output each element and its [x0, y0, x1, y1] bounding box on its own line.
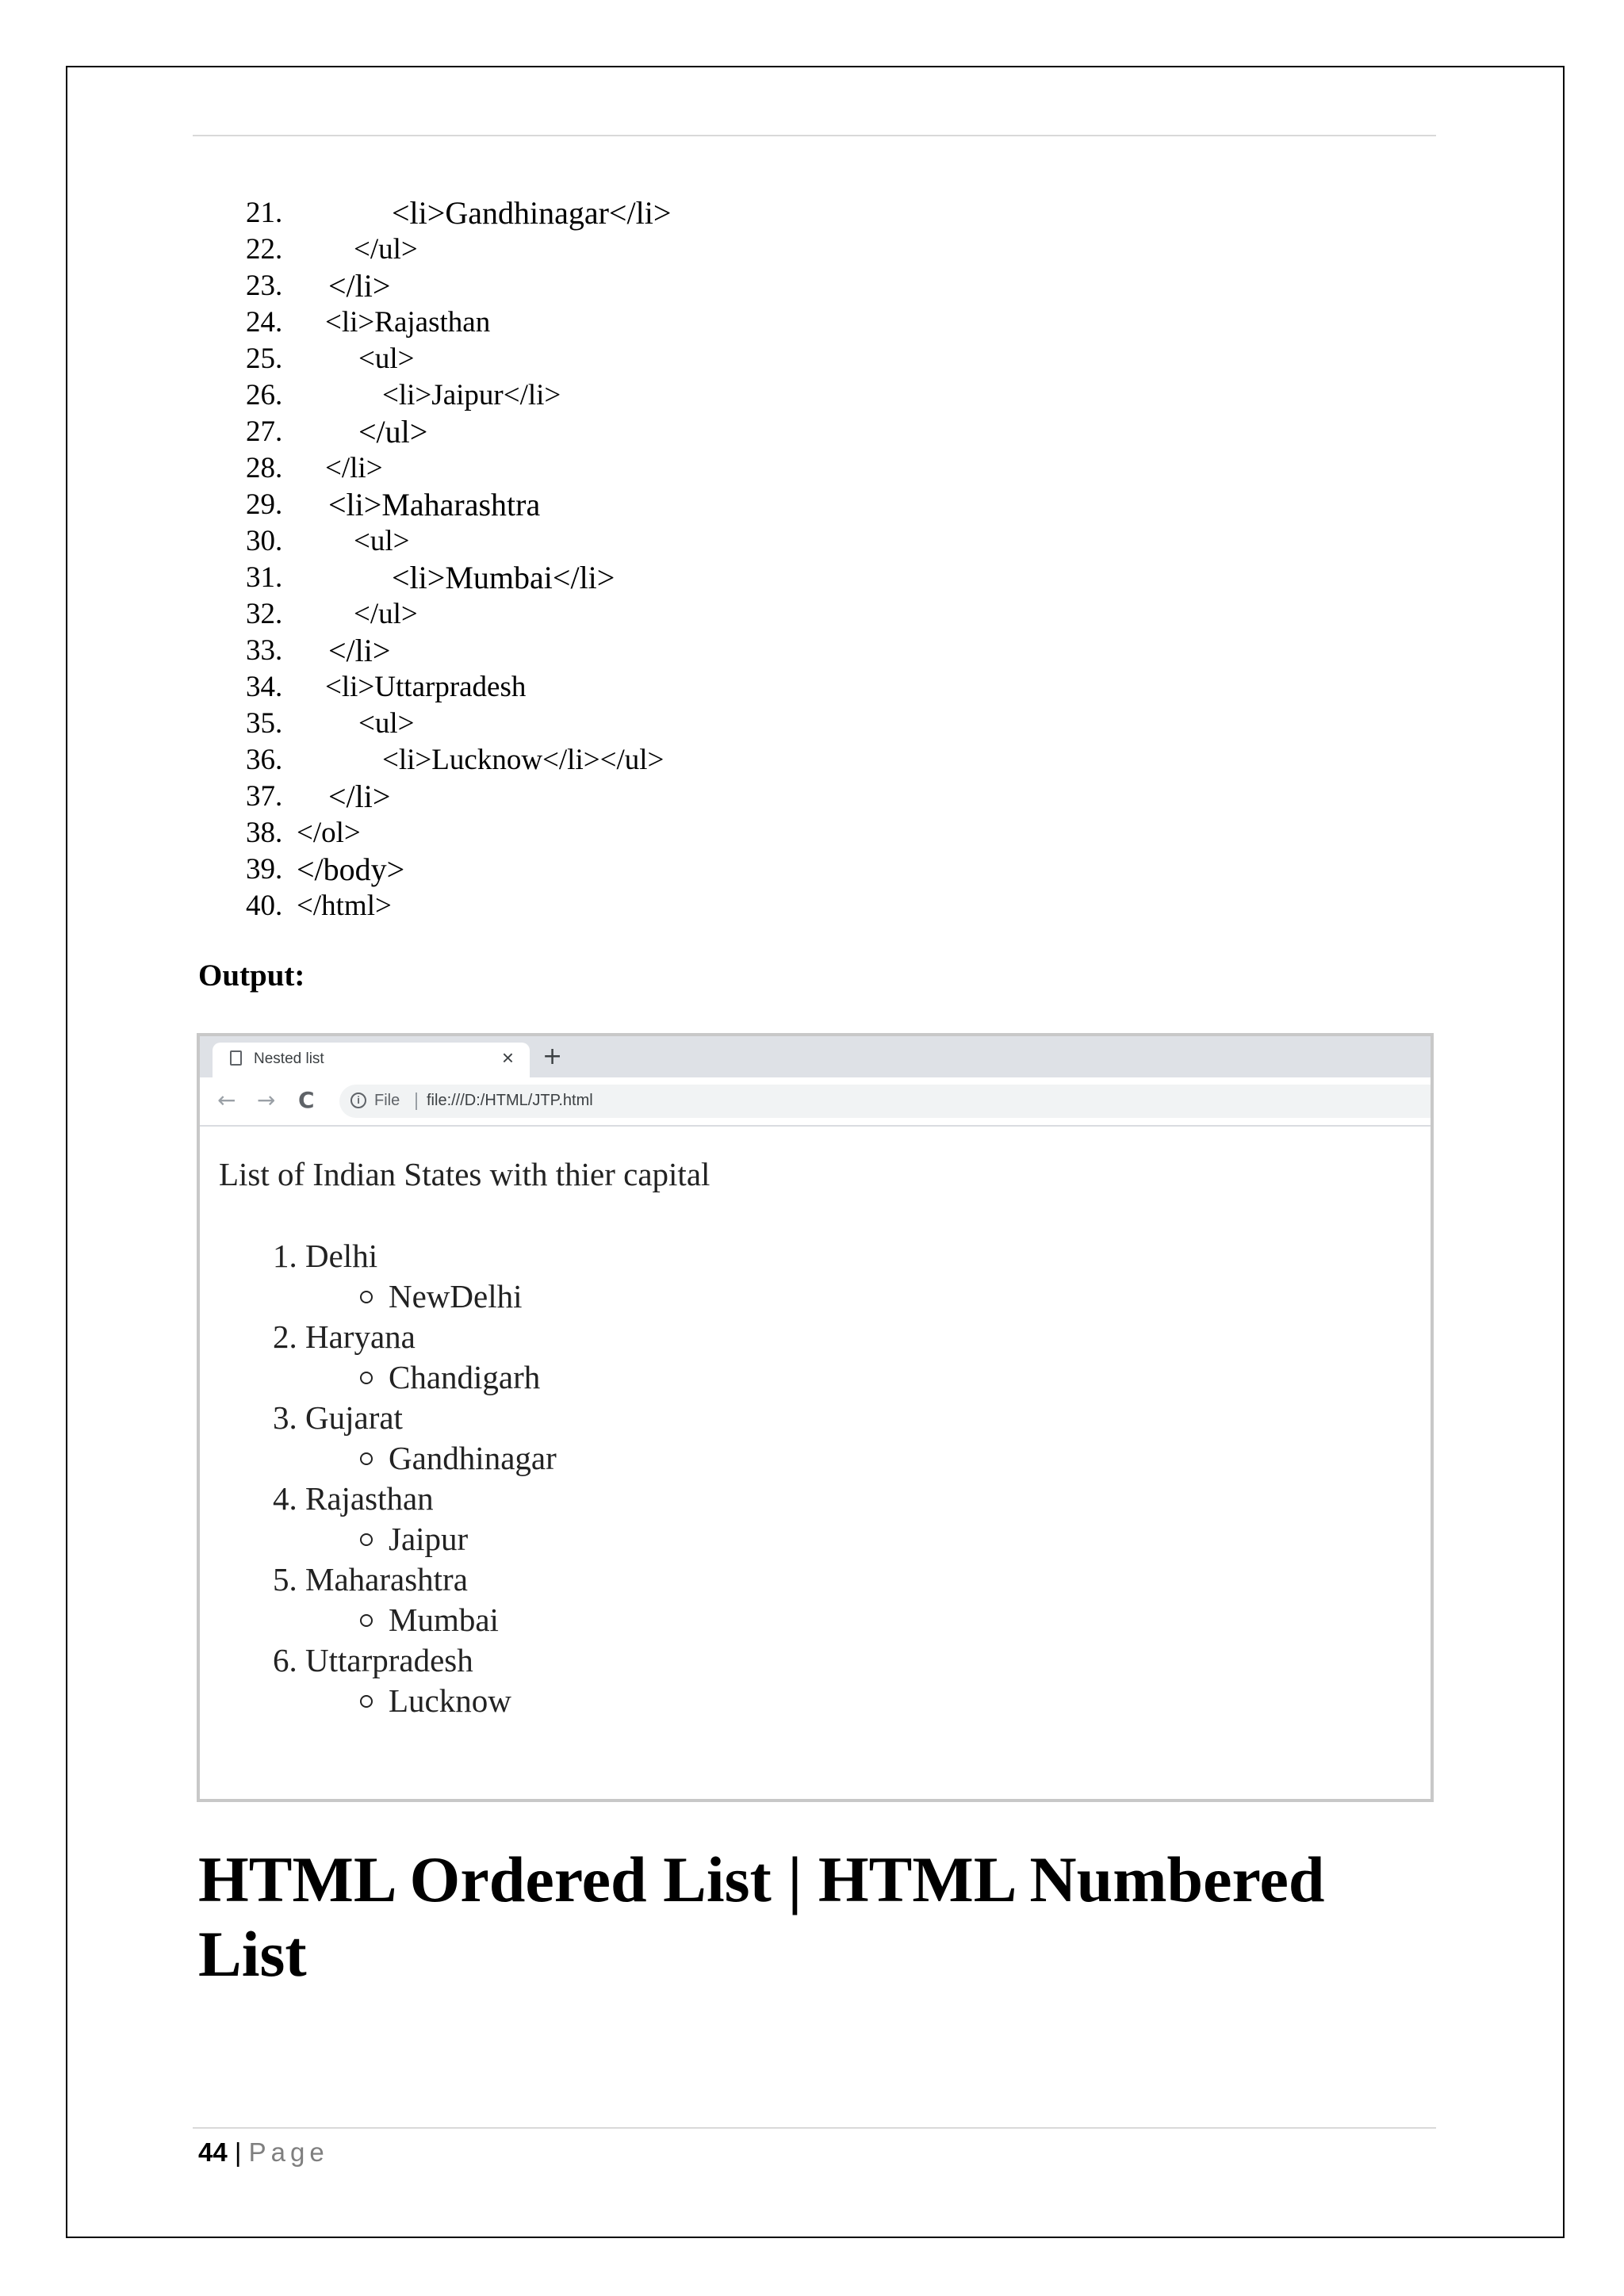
circle-bullet-icon — [360, 1695, 373, 1708]
code-line-text: <ul> — [354, 525, 410, 557]
code-line — [246, 450, 383, 487]
code-line-number: 35. — [246, 707, 283, 740]
header-rule — [193, 135, 1436, 136]
new-tab-icon[interactable]: + — [542, 1043, 563, 1070]
code-line — [246, 888, 392, 924]
url-text[interactable]: file:///D:/HTML/JTP.html — [427, 1092, 593, 1109]
code-line — [246, 706, 415, 742]
page-footer — [198, 2137, 329, 2168]
code-line-number: 31. — [246, 561, 283, 594]
capital-label: Gandhinagar — [389, 1440, 557, 1476]
state-label: 2. Haryana — [273, 1318, 416, 1355]
code-line-text: </body> — [297, 851, 405, 887]
code-line-number: 24. — [246, 306, 283, 339]
code-line-number: 40. — [246, 890, 283, 922]
circle-bullet-icon — [360, 1614, 373, 1627]
circle-bullet-icon — [360, 1372, 373, 1384]
code-line — [246, 596, 418, 633]
code-line — [246, 669, 527, 706]
address-bar[interactable] — [339, 1085, 1431, 1118]
code-line — [246, 523, 410, 560]
code-line-text: </li> — [328, 779, 391, 814]
page-label: Page — [248, 2137, 329, 2167]
code-line — [246, 195, 672, 232]
code-line-text: </html> — [297, 890, 392, 922]
code-line-number: 32. — [246, 598, 283, 630]
output-label: Output: — [198, 959, 305, 993]
info-icon[interactable]: i — [350, 1093, 366, 1108]
code-line-number: 22. — [246, 233, 283, 266]
code-line-text: </ul> — [358, 414, 428, 450]
code-line-text: </ul> — [354, 233, 418, 266]
code-line-number: 36. — [246, 744, 283, 776]
address-separator — [416, 1093, 417, 1110]
code-line-text: <li>Uttarpradesh — [325, 671, 527, 703]
reload-icon[interactable]: C — [298, 1087, 315, 1113]
capital-item — [360, 1681, 511, 1721]
code-line-number: 25. — [246, 342, 283, 375]
code-line — [246, 560, 615, 596]
code-line — [246, 341, 415, 377]
capital-item — [360, 1276, 523, 1317]
forward-arrow-icon[interactable]: → — [257, 1087, 276, 1113]
code-line-text: <li>Lucknow</li></ul> — [382, 744, 665, 776]
code-line-number: 29. — [246, 488, 283, 521]
browser-tabstrip — [200, 1036, 1431, 1077]
code-line — [246, 414, 428, 450]
capital-item — [360, 1519, 468, 1559]
code-line-number: 23. — [246, 270, 283, 302]
circle-bullet-icon — [360, 1291, 373, 1303]
capital-item — [360, 1438, 557, 1479]
code-line — [246, 742, 665, 779]
page-heading: List of Indian States with thier capital — [219, 1156, 710, 1192]
code-line — [246, 487, 541, 523]
code-line — [246, 851, 405, 888]
code-line-number: 33. — [246, 634, 283, 667]
capital-item — [360, 1357, 540, 1398]
code-line-text: <li>Jaipur</li> — [382, 379, 561, 411]
capital-label: Lucknow — [389, 1682, 511, 1719]
browser-screenshot — [197, 1033, 1434, 1802]
state-label: 6. Uttarpradesh — [273, 1642, 473, 1678]
code-line-number: 34. — [246, 671, 283, 703]
browser-toolbar — [200, 1077, 1431, 1127]
capital-label: Mumbai — [389, 1601, 499, 1638]
code-line-number: 28. — [246, 452, 283, 484]
code-line-text: </ol> — [297, 817, 361, 849]
state-label: 5. Maharashtra — [273, 1561, 468, 1598]
code-line-number: 38. — [246, 817, 283, 849]
code-line-text: <li>Rajasthan — [325, 306, 491, 339]
code-line-text: <li>Mumbai</li> — [392, 560, 615, 595]
file-label: File — [374, 1092, 400, 1109]
code-line-number: 26. — [246, 379, 283, 411]
browser-tab[interactable] — [213, 1043, 530, 1077]
code-line-number: 37. — [246, 780, 283, 813]
footer-rule — [193, 2127, 1436, 2129]
code-line-number: 30. — [246, 525, 283, 557]
code-line-text: </li> — [328, 268, 391, 304]
tab-title: Nested list — [254, 1050, 324, 1067]
page-icon — [230, 1050, 242, 1066]
code-line-text: <li>Maharashtra — [328, 487, 541, 522]
code-listing — [246, 195, 672, 924]
section-heading: HTML Ordered List | HTML Numbered List — [198, 1843, 1325, 1990]
code-line — [246, 633, 391, 669]
code-line-number: 27. — [246, 415, 283, 448]
code-line — [246, 779, 391, 815]
code-line — [246, 377, 561, 414]
footer-separator: | — [227, 2137, 249, 2167]
state-label: 3. Gujarat — [273, 1399, 403, 1436]
capital-label: Chandigarh — [389, 1359, 541, 1395]
page-number: 44 — [198, 2137, 228, 2167]
state-label: 4. Rajasthan — [273, 1480, 434, 1517]
code-line-text: </li> — [325, 452, 383, 484]
code-line-text: </ul> — [354, 598, 418, 630]
code-line-text: <ul> — [358, 707, 415, 740]
code-line — [246, 815, 361, 851]
circle-bullet-icon — [360, 1533, 373, 1546]
browser-viewport — [200, 1127, 1431, 1799]
capital-item — [360, 1600, 499, 1640]
circle-bullet-icon — [360, 1452, 373, 1465]
code-line — [246, 232, 418, 268]
state-label: 1. Delhi — [273, 1238, 378, 1274]
code-line-text: <ul> — [358, 342, 415, 375]
back-arrow-icon[interactable]: ← — [217, 1087, 236, 1113]
capital-label: NewDelhi — [389, 1278, 523, 1314]
code-line-number: 39. — [246, 853, 283, 886]
capital-label: Jaipur — [389, 1521, 469, 1557]
code-line-number: 21. — [246, 197, 283, 229]
code-line-text: </li> — [328, 633, 391, 668]
close-icon[interactable]: × — [501, 1046, 514, 1070]
code-line — [246, 268, 391, 304]
code-line — [246, 304, 491, 341]
code-line-text: <li>Gandhinagar</li> — [392, 195, 672, 231]
